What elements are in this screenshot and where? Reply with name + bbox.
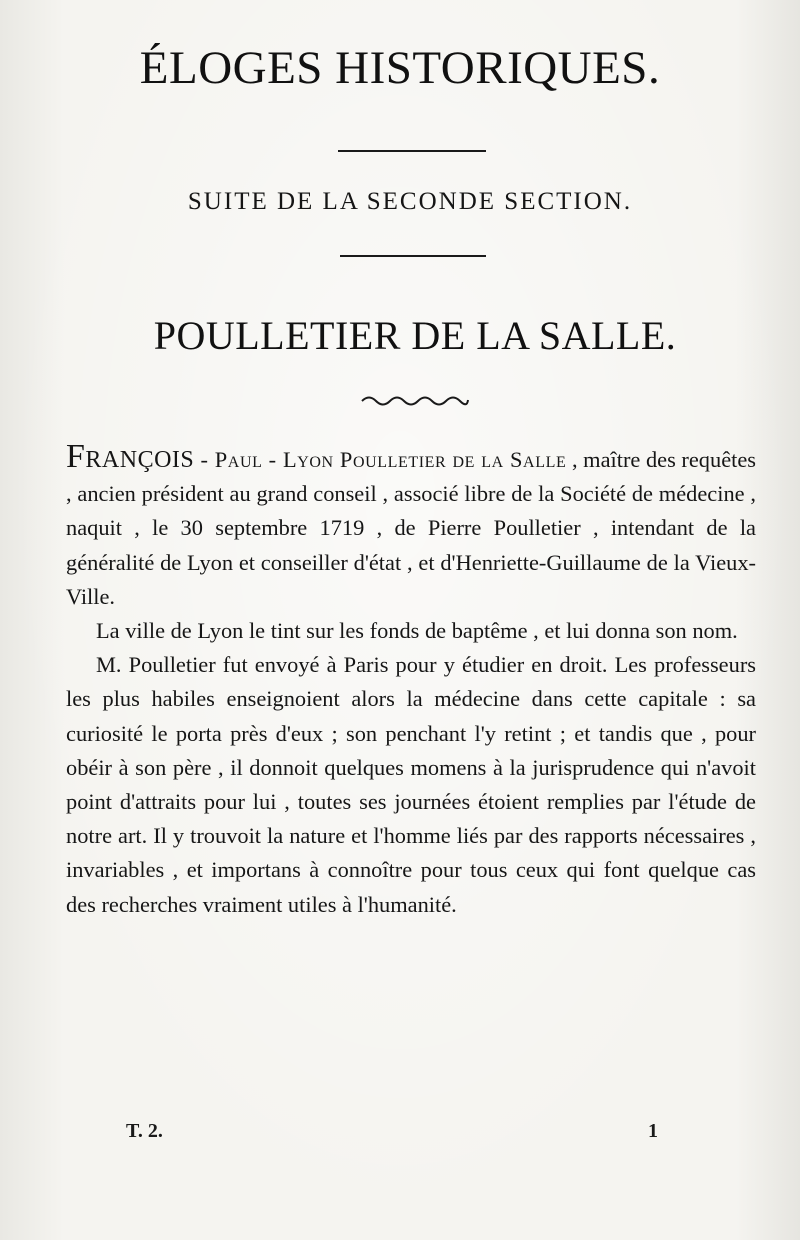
page-number: 1 (648, 1120, 658, 1142)
rule-divider-bottom (340, 255, 486, 257)
section-title: SUITE DE LA SECONDE SECTION. (187, 188, 633, 215)
paragraph-1-text: , maître des requêtes , ancien président au grand conseil , associé libre de la Société de médecine , naquit , le 30 septembre 1719 , de Pierre Poulletier , intendant de la généralité de Lyon et conseiller d'état , et d'Henriette-Guillaume de la Vieux-Ville. (66, 447, 757, 609)
paragraph-3: M. Poulletier fut envoyé à Paris pour y étudier en droit. Les professeurs les plus habiles enseignoient alors la médecine dans cette capitale : sa curiosité le porta près d'eux ; son penchant l'y retint ; et tandis que , pour obéir à son père , il donnoit quelques momens à la jurisprudence qui n'avoit point d'attraits pour lui , toutes ses journées étoient remplies par l'étude de notre art. Il y trouvoit la nature et l'homme liés par des rapports nécessaires , invariables , et importans à connoître pour tous ceux qui font quelque cas des recherches vraiment utiles à l'humanité. (66, 652, 756, 917)
paragraph-1 (66, 440, 756, 614)
rule-divider-top (338, 150, 486, 152)
tilde-ornament-icon (360, 392, 470, 408)
body-text (66, 440, 756, 922)
lead-word: François (66, 438, 195, 475)
article-title: POULLETIER DE LA SALLE. (153, 313, 677, 358)
running-head: ÉLOGES HISTORIQUES. (139, 42, 661, 94)
signature-mark: T. 2. (126, 1120, 163, 1142)
paragraph-2: La ville de Lyon le tint sur les fonds de baptême , et lui donna son nom. (96, 618, 738, 644)
lead-name: - Paul - Lyon Poulletier de la Salle (194, 447, 567, 472)
